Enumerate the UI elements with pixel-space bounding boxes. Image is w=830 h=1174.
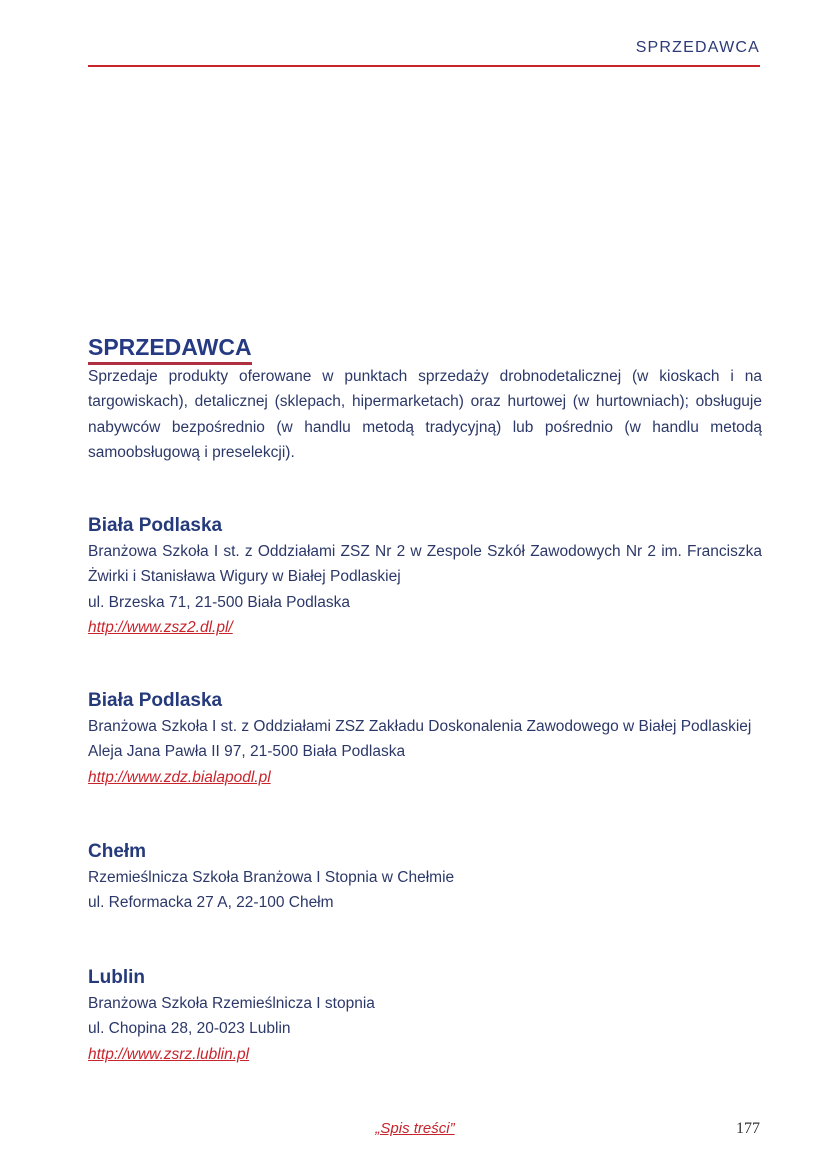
page-number: 177	[736, 1120, 760, 1137]
school-website-link[interactable]: http://www.zsrz.lublin.pl	[88, 1045, 250, 1063]
school-entry	[88, 964, 762, 1067]
school-address: Aleja Jana Pawła II 97, 21-500 Biała Podlaska	[88, 743, 406, 761]
school-entry	[88, 512, 762, 640]
school-address: ul. Chopina 28, 20-023 Lublin	[88, 1020, 291, 1038]
school-city: Lublin	[88, 967, 145, 988]
section-title: SPRZEDAWCA	[88, 334, 252, 365]
school-name: Branżowa Szkoła I st. z Oddziałami ZSZ Nr 2 w Zespole Szkół Zawodowych Nr 2 im. Franciszka Żwirki i Stanisława Wigury w Białej Podlaskiej	[88, 543, 762, 586]
school-entry	[88, 838, 762, 916]
school-city: Biała Podlaska	[88, 690, 223, 711]
school-address: ul. Brzeska 71, 21-500 Biała Podlaska	[88, 593, 350, 611]
school-address: ul. Reformacka 27 A, 22-100 Chełm	[88, 894, 334, 912]
school-city: Biała Podlaska	[88, 515, 223, 536]
table-of-contents-link[interactable]: „Spis treści”	[375, 1120, 455, 1137]
school-name: Rzemieślnicza Szkoła Branżowa I Stopnia w Chełmie	[88, 869, 455, 886]
school-website-link[interactable]: http://www.zsz2.dl.pl/	[88, 618, 233, 636]
school-entry	[88, 687, 762, 790]
school-name: Branżowa Szkoła I st. z Oddziałami ZSZ Zakładu Doskonalenia Zawodowego w Białej Podlaskiej	[88, 718, 752, 735]
header-divider	[88, 65, 760, 67]
school-website-link[interactable]: http://www.zdz.bialapodl.pl	[88, 768, 271, 786]
running-header: SPRZEDAWCA	[635, 39, 760, 56]
school-city: Chełm	[88, 841, 147, 862]
section-description: Sprzedaje produkty oferowane w punktach sprzedaży drobnodetalicznej (w kioskach i na targowiskach), detalicznej (sklepach, hipermarketach) oraz hurtowej (w hurtowniach); obsługuje nabywców bezpośrednio (w handlu metodą tradycyjną) lub pośrednio (w handlu metodą samoobsługową i preselekcji).	[88, 368, 762, 461]
school-name: Branżowa Szkoła Rzemieślnicza I stopnia	[88, 995, 375, 1012]
